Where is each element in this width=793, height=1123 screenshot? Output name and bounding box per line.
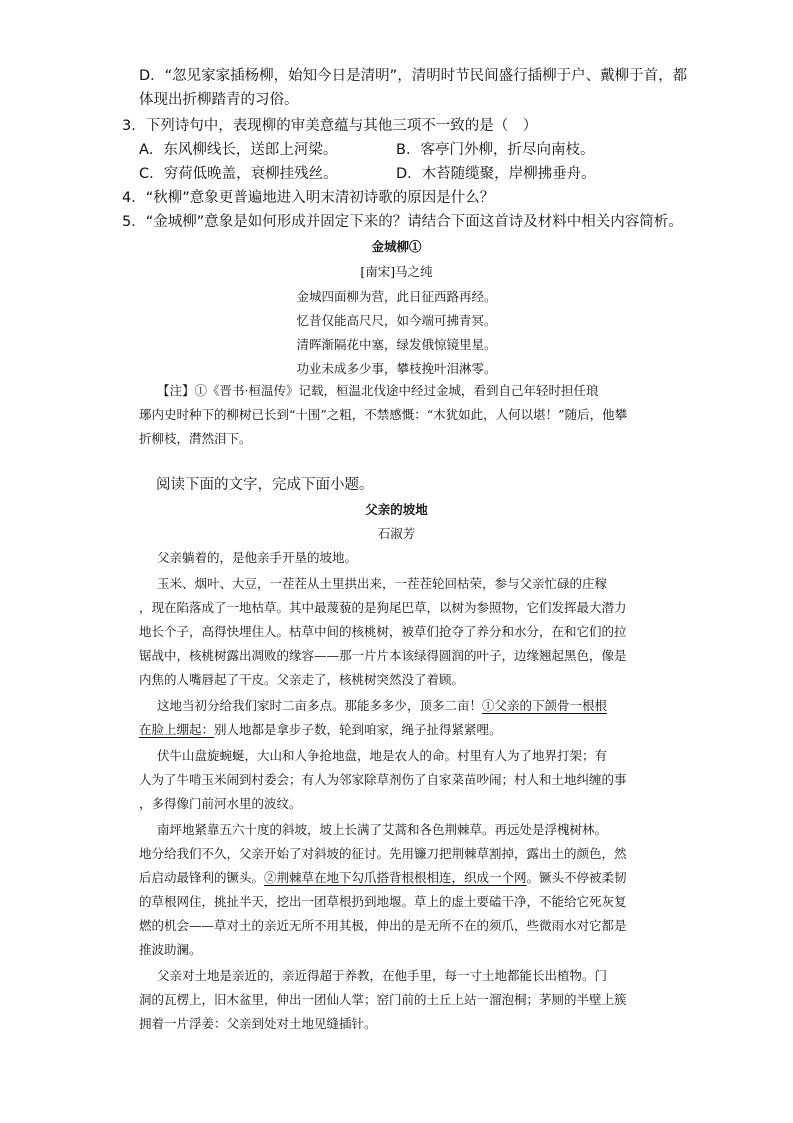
essay-paragraph-line: 父亲对土地是亲近的，亲近得超于养教，在他手里，每一寸土地都能长出植物。门 — [157, 968, 608, 983]
poem-line: 金城四面柳为营，此日征西路再经。 — [296, 289, 497, 304]
essay-paragraph-line: 内焦的人嘴唇起了干皮。父亲走了，核桃树突然没了着顾。 — [139, 672, 465, 687]
poem-note-line1: 【注】①《晋书·桓温传》记载，桓温北伐途中经过金城，看到自己年轻时担任琅 — [157, 383, 599, 398]
essay-title: 父亲的坡地 — [365, 502, 428, 517]
q3-option-d: D．木苔随缆聚，岸柳拂垂舟。 — [396, 166, 596, 182]
q3-option-a: A．东风柳线长，送郎上河梁。 — [139, 142, 338, 158]
poem-line: 功业未成多少事，攀枝挽叶泪淋零。 — [296, 361, 497, 376]
underlined-sentence-2: ②荆棘草在地下勾爪搭背根根相连，织成一个网 — [264, 870, 527, 885]
essay-paragraph-line: 玉米、烟叶、大豆，一茬茬从土里拱出来，一茬茬轮回枯荣，参与父亲忙碌的庄稼 — [157, 576, 608, 591]
essay-author: 石淑芳 — [377, 526, 416, 541]
poem-note-line3: 折柳枝，潸然泪下。 — [139, 431, 252, 446]
essay-paragraph-line: ，现在陷落成了一地枯草。其中最蔑藐的是狗尾巴草，以树为参照物，它们发挥最大潜力 — [139, 600, 627, 615]
essay-paragraph-line — [139, 868, 627, 888]
poem-title: 金城柳① — [371, 239, 422, 254]
essay-text: 别人地都是拿步子数，轮到咱家，绳子扯得紧紧哩。 — [214, 722, 502, 737]
essay-paragraph-line: 人为了牛啃玉米闹到村委会；有人为邻家除草剂伤了自家菜苗吵闹；村人和土地纠缠的事 — [139, 772, 627, 787]
essay-text: 这地当初分给我们家时二亩多点。那能多多少，顶多二亩！ — [157, 698, 483, 713]
q5-stem: 5．“金城柳”意象是如何形成并固定下来的？请结合下面这首诗及材料中相关内容简析。 — [122, 214, 683, 230]
poem-line: 清晖渐隔花中塞，绿发俄惊镜里星。 — [296, 337, 497, 352]
q2-option-d-line2: 体现出折柳踏青的习俗。 — [139, 92, 299, 108]
poem-author: [南宋]马之纯 — [360, 264, 433, 279]
essay-paragraph-line: 的草根网住，挑扯半天，挖出一团草根扔到地堰。草上的虚土要磕干净，不能给它死灰复 — [139, 894, 627, 909]
essay-text: 后启动最锋利的镢头。 — [139, 870, 265, 885]
q2-option-d-line1: D．“忽见家家插杨柳，始知今日是清明”，清明时节民间盛行插柳于户、戴柳于首，都 — [139, 68, 688, 84]
q3-stem: 3．下列诗句中，表现柳的审美意蕴与其他三项不一致的是（ ） — [122, 118, 538, 134]
essay-paragraph-line: 地长个子，高得快埋住人。枯草中间的核桃树，被草们抢夺了养分和水分，在和它们的拉 — [139, 624, 627, 639]
poem-line: 忆昔仅能高尺尺，如今端可拂青冥。 — [296, 313, 497, 328]
essay-paragraph-line — [139, 720, 502, 740]
q3-option-c: C．穷荷低晚盖，衰柳挂残丝。 — [139, 166, 338, 182]
essay-paragraph-line: 南坪地紧靠五六十度的斜坡，坡上长满了艾蒿和各色荆棘草。再远处是浮槐树林。 — [157, 822, 608, 837]
essay-text: 。镢头不停被柔韧 — [526, 870, 627, 885]
q4-stem: 4．“秋柳”意象更普遍地进入明末清初诗歌的原因是什么？ — [122, 190, 495, 206]
essay-paragraph-line: 拥着一片浮姜：父亲到处对土地见缝插针。 — [139, 1016, 377, 1031]
reading-intro: 阅读下面的文字，完成下面小题。 — [156, 477, 374, 493]
essay-paragraph-line: 锯战中，核桃树露出凋败的缘容——那一片片本该绿得圆润的叶子，边缘翘起黑色，像是 — [139, 648, 627, 663]
essay-paragraph-line: 伏牛山盘旋蜿蜒，大山和人争抢地盘，地是农人的命。村里有人为了地界打架；有 — [157, 748, 608, 763]
essay-paragraph-line: ，多得像门前河水里的波纹。 — [139, 796, 302, 811]
underlined-sentence-1: ①父亲的下颌骨一根根 — [482, 698, 608, 713]
essay-paragraph-line: 洞的瓦楞上，旧木盆里，伸出一团仙人掌；窑门前的土丘上站一溜泡桐；茅厕的半壁上簇 — [139, 992, 627, 1007]
q3-option-b: B．客亭门外柳，折尽向南枝。 — [396, 142, 595, 158]
essay-paragraph-line: 父亲躺着的，是他亲手开垦的坡地。 — [157, 550, 358, 565]
essay-paragraph-line: 推波助澜。 — [139, 942, 202, 957]
essay-paragraph-line: 地分给我们不久，父亲开始了对斜坡的征讨。先用镰刀把荆棘草割掉，露出土的颜色，然 — [139, 846, 627, 861]
underlined-sentence-1-cont: 在脸上绷起： — [139, 722, 215, 737]
essay-paragraph-line: 燃的机会——草对土的亲近无所不用其极，伸出的是无所不在的须爪，些微雨水对它都是 — [139, 918, 627, 933]
poem-note-line2: 琊内史时种下的柳树已长到“十围”之粗，不禁感慨：“木犹如此，人何以堪！”随后，他攀 — [139, 407, 628, 422]
essay-paragraph-line — [157, 696, 607, 716]
